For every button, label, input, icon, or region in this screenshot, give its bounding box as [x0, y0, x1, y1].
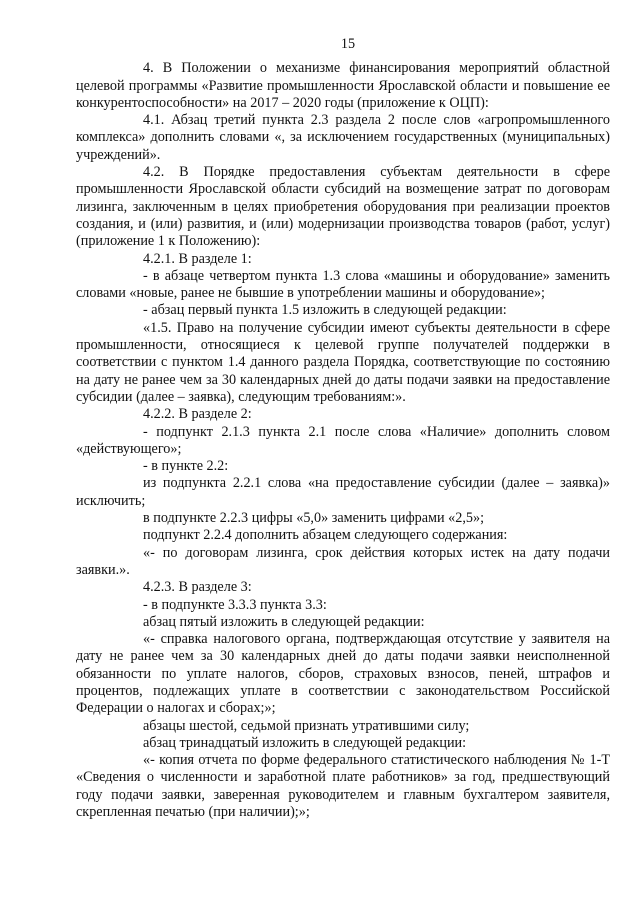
paragraph-sixth-seventh: абзацы шестой, седьмой признать утратившими силу; [143, 717, 470, 734]
paragraph-3-3-3-intro: - в подпункте 3.3.3 пункта 3.3: [143, 596, 327, 613]
paragraph-4-1: 4.1. Абзац третий пункта 2.3 раздела 2 после слов «агропромышленного комплекса» дополнить словами «, за исключением государственных (муниципальных) учреждений». [76, 112, 610, 163]
paragraph-thirteenth-text: «- копия отчета по форме федерального статистического наблюдения № 1-Т «Сведения о численности и заработной плате работников» за год, предшествующий году подачи заявки, заверенная руководителем и главным бухгалтером заявителя, скрепленная печатью (при наличии);»; [76, 752, 610, 821]
document-page [76, 36, 610, 821]
paragraph-4: 4. В Положении о механизме финансирования мероприятий областной целевой программы «Развитие промышленности Ярославской области и повышение ее конкурентоспособности» на 2017 – 2020 годы (приложение к ОЦП): [76, 60, 610, 111]
paragraph-fifth-intro: абзац пятый изложить в следующей редакции: [143, 613, 425, 630]
paragraph-4-2-2: 4.2.2. В разделе 2: [143, 406, 252, 423]
paragraph-2-2-4-intro: подпункт 2.2.4 дополнить абзацем следующего содержания: [143, 527, 508, 544]
paragraph-2-2-3-change: в подпункте 2.2.3 цифры «5,0» заменить цифрами «2,5»; [143, 510, 485, 527]
paragraph-4-2-1: 4.2.1. В разделе 1: [143, 250, 252, 267]
paragraph-4-2: 4.2. В Порядке предоставления субъектам деятельности в сфере промышленности Ярославской области субсидий на возмещение затрат по договорам лизинга, заключенным в целях приобретения оборудования при реализации проектов создания, и (или) развития, и (или) модернизации производства товаров (работ, услуг) (приложение 1 к Положению): [76, 164, 610, 250]
paragraph-thirteenth-intro: абзац тринадцатый изложить в следующей редакции: [143, 734, 467, 751]
paragraph-1-5-intro: - абзац первый пункта 1.5 изложить в следующей редакции: [143, 302, 507, 319]
paragraph-2-2-intro: - в пункте 2.2: [143, 458, 229, 475]
paragraph-2-1-3-change: - подпункт 2.1.3 пункта 2.1 после слова «Наличие» дополнить словом «действующего»; [76, 423, 610, 457]
paragraph-2-2-4-text: «- по договорам лизинга, срок действия которых истек на дату подачи заявки.». [76, 544, 610, 578]
paragraph-2-2-1-change: из подпункта 2.2.1 слова «на предоставление субсидии (далее – заявка)» исключить; [76, 475, 610, 509]
paragraph-fifth-text: «- справка налогового органа, подтверждающая отсутствие у заявителя на дату не ранее чем за 30 календарных дней до даты подачи заявки неисполненной обязанности по уплате налогов, сборов, страховых взносов, пеней, штрафов и процентов, подлежащих уплате в соответствии с законодательством Российской Федерации о налогах и сборах;»; [76, 631, 610, 717]
paragraph-4-2-3: 4.2.3. В разделе 3: [143, 579, 252, 596]
paragraph-1-3-change: - в абзаце четвертом пункта 1.3 слова «машины и оборудование» заменить словами «новые, ранее не бывшие в употреблении машины и оборудование»; [76, 267, 610, 302]
page-number: 15 [340, 36, 356, 52]
paragraph-1-5-text: «1.5. Право на получение субсидии имеют субъекты деятельности в сфере промышленности, относящиеся к целевой группе получателей поддержки в соответствии с пунктом 1.4 данного раздела Порядка, соответствующие по состоянию на дату не ранее чем за 30 календарных дней до даты подачи заявки на предоставление субсидии (далее – заявка), следующим требованиям:». [76, 319, 610, 405]
